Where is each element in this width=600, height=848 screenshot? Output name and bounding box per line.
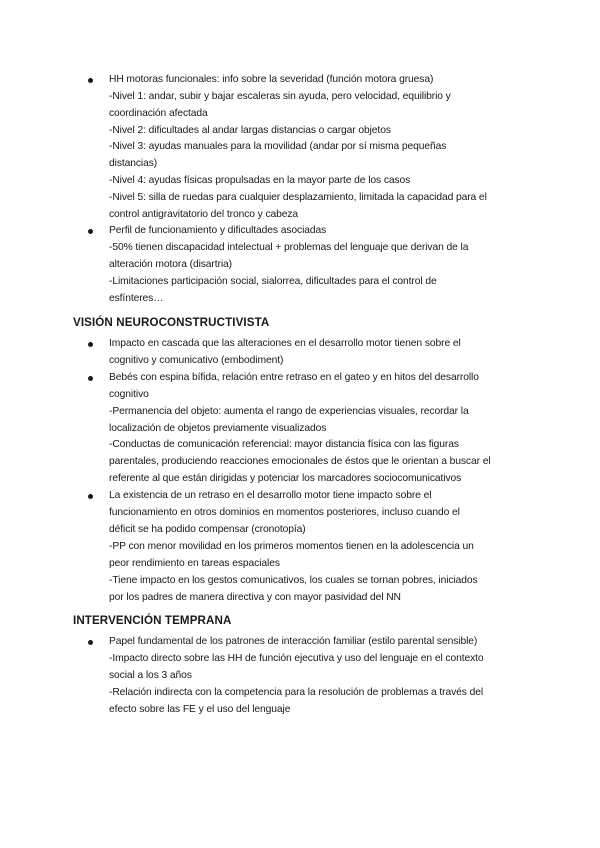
text-line: funcionamiento en otros dominios en momentos posteriores, incluso cuando el <box>109 507 460 518</box>
text-line: déficit se ha podido compensar (cronotopía) <box>109 524 306 535</box>
section-heading-intervencion-temprana: INTERVENCIÓN TEMPRANA <box>73 614 232 627</box>
text-line: -Nivel 5: silla de ruedas para cualquier desplazamiento, limitada la capacidad para el <box>109 192 487 203</box>
text-line: -Conductas de comunicación referencial: mayor distancia física con las figuras <box>109 439 459 450</box>
text-line: control antigravitatorio del tronco y cabeza <box>109 209 299 220</box>
section-heading-neuroconstructivista: VISIÓN NEUROCONSTRUCTIVISTA <box>73 316 270 329</box>
text-line: Papel fundamental de los patrones de interacción familiar (estilo parental sensible) <box>109 636 478 647</box>
text-line: coordinación afectada <box>109 108 208 119</box>
bullet-marker <box>88 376 93 381</box>
text-line: -Nivel 1: andar, subir y bajar escaleras sin ayuda, pero velocidad, equilibrio y <box>109 91 451 102</box>
text-line: distancias) <box>109 158 158 169</box>
text-line: Impacto en cascada que las alteraciones en el desarrollo motor tienen sobre el <box>109 338 461 349</box>
text-line: alteración motora (disartria) <box>109 259 232 270</box>
text-line: -Impacto directo sobre las HH de función ejecutiva y uso del lenguaje en el contexto <box>109 653 484 664</box>
text-line: HH motoras funcionales: info sobre la severidad (función motora gruesa) <box>109 74 434 85</box>
text-line: parentales, produciendo reacciones emocionales de éstos que le orientan a buscar el <box>109 456 491 467</box>
text-line: social a los 3 años <box>109 670 192 681</box>
text-line: -Tiene impacto en los gestos comunicativos, los cuales se tornan pobres, iniciados <box>109 575 478 586</box>
text-line: Bebés con espina bífida, relación entre retraso en el gateo y en hitos del desarrollo <box>109 372 479 383</box>
text-line: -Nivel 3: ayudas manuales para la movilidad (andar por sí misma pequeñas <box>109 141 447 152</box>
bullet-marker <box>88 342 93 347</box>
text-line: -Nivel 2: dificultades al andar largas distancias o cargar objetos <box>109 125 391 136</box>
text-line: localización de objetos previamente visualizados <box>109 423 327 434</box>
bullet-marker <box>88 640 93 645</box>
text-line: La existencia de un retraso en el desarrollo motor tiene impacto sobre el <box>109 490 432 501</box>
text-line: esfínteres… <box>109 293 164 304</box>
text-line: peor rendimiento en tareas espaciales <box>109 558 280 569</box>
bullet-marker <box>88 229 93 234</box>
bullet-marker <box>88 494 93 499</box>
text-line: -Relación indirecta con la competencia para la resolución de problemas a través del <box>109 687 484 698</box>
text-line: referente al que están dirigidas y potenciar los marcadores sociocomunicativos <box>109 473 462 484</box>
text-line: -Permanencia del objeto: aumenta el rango de experiencias visuales, recordar la <box>109 406 469 417</box>
text-line: -Limitaciones participación social, sialorrea, dificultades para el control de <box>109 276 437 287</box>
text-line: cognitivo <box>109 389 149 400</box>
text-line: -PP con menor movilidad en los primeros momentos tienen en la adolescencia un <box>109 541 474 552</box>
text-line: -50% tienen discapacidad intelectual + problemas del lenguaje que derivan de la <box>109 242 469 253</box>
text-line: cognitivo y comunicativo (embodiment) <box>109 355 284 366</box>
text-line: -Nivel 4: ayudas físicas propulsadas en la mayor parte de los casos <box>109 175 411 186</box>
text-line: por los padres de manera directiva y con mayor pasividad del NN <box>109 592 401 603</box>
bullet-marker <box>88 78 93 83</box>
text-line: efecto sobre las FE y el uso del lenguaje <box>109 704 291 715</box>
text-line: Perfil de funcionamiento y dificultades asociadas <box>109 225 327 236</box>
